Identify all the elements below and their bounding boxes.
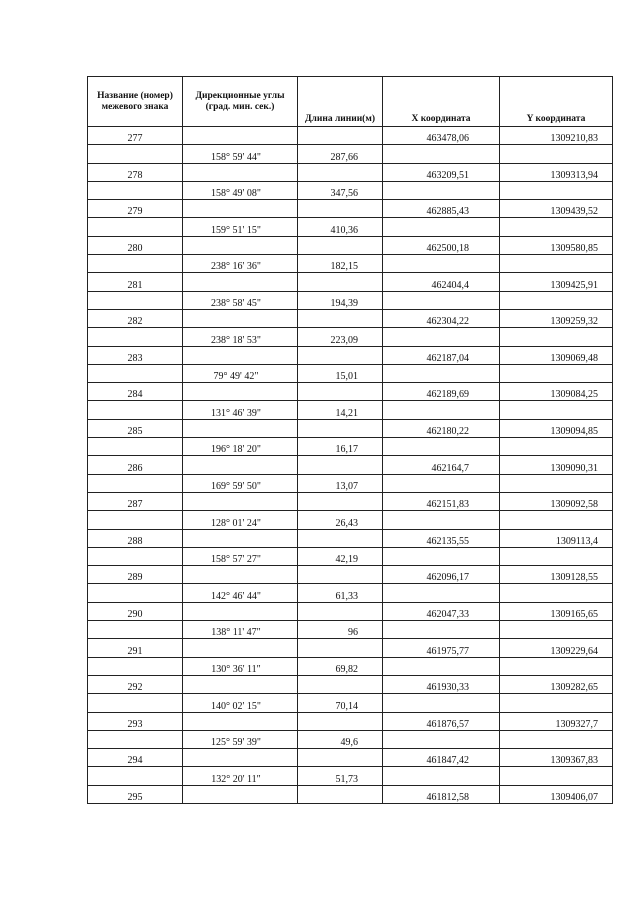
y-cell-empty — [500, 767, 613, 785]
angle-cell-empty — [183, 749, 298, 767]
angle-cell-empty — [183, 309, 298, 327]
point-name: 279 — [88, 200, 183, 218]
y-cell-empty — [500, 401, 613, 419]
table-row — [88, 236, 613, 254]
x-coordinate: 462164,7 — [383, 456, 500, 474]
y-cell-empty — [500, 145, 613, 163]
name-cell-empty — [88, 328, 183, 346]
angle-cell-empty — [183, 419, 298, 437]
y-coordinate: 1309165,65 — [500, 602, 613, 620]
x-cell-empty — [383, 364, 500, 382]
y-coordinate: 1309406,07 — [500, 785, 613, 803]
x-coordinate: 462304,22 — [383, 309, 500, 327]
direction-angle: 142° 46' 44" — [183, 584, 298, 602]
line-length: 15,01 — [298, 364, 383, 382]
direction-angle: 238° 16' 36" — [183, 255, 298, 273]
line-length: 13,07 — [298, 474, 383, 492]
name-cell-empty — [88, 401, 183, 419]
table-row — [88, 181, 613, 199]
point-name: 291 — [88, 639, 183, 657]
name-cell-empty — [88, 364, 183, 382]
direction-angle: 238° 18' 53" — [183, 328, 298, 346]
point-name: 286 — [88, 456, 183, 474]
x-coordinate: 462151,83 — [383, 492, 500, 510]
angle-cell-empty — [183, 456, 298, 474]
name-cell-empty — [88, 547, 183, 565]
x-cell-empty — [383, 438, 500, 456]
y-cell-empty — [500, 181, 613, 199]
direction-angle: 125° 59' 39" — [183, 730, 298, 748]
x-coordinate: 462404,4 — [383, 273, 500, 291]
table-row — [88, 602, 613, 620]
y-cell-empty — [500, 621, 613, 639]
x-coordinate: 463209,51 — [383, 163, 500, 181]
table-row — [88, 309, 613, 327]
name-cell-empty — [88, 438, 183, 456]
coordinates-table — [87, 76, 613, 804]
angle-cell-empty — [183, 529, 298, 547]
name-cell-empty — [88, 255, 183, 273]
x-cell-empty — [383, 255, 500, 273]
direction-angle: 138° 11' 47" — [183, 621, 298, 639]
table-row — [88, 474, 613, 492]
y-coordinate: 1309092,58 — [500, 492, 613, 510]
line-length: 182,15 — [298, 255, 383, 273]
name-cell-empty — [88, 621, 183, 639]
x-coordinate: 462500,18 — [383, 236, 500, 254]
table-row — [88, 584, 613, 602]
line-length: 194,39 — [298, 291, 383, 309]
line-length: 51,73 — [298, 767, 383, 785]
length-cell-empty — [298, 602, 383, 620]
name-cell-empty — [88, 584, 183, 602]
angle-cell-empty — [183, 346, 298, 364]
length-cell-empty — [298, 419, 383, 437]
y-coordinate: 1309128,55 — [500, 566, 613, 584]
y-cell-empty — [500, 584, 613, 602]
table-row — [88, 438, 613, 456]
table-row — [88, 364, 613, 382]
x-cell-empty — [383, 694, 500, 712]
angle-cell-empty — [183, 200, 298, 218]
x-coordinate: 461930,33 — [383, 675, 500, 693]
table-row — [88, 621, 613, 639]
length-cell-empty — [298, 712, 383, 730]
x-cell-empty — [383, 291, 500, 309]
x-cell-empty — [383, 584, 500, 602]
direction-angle: 140° 02' 15" — [183, 694, 298, 712]
length-cell-empty — [298, 309, 383, 327]
direction-angle: 158° 59' 44" — [183, 145, 298, 163]
x-cell-empty — [383, 218, 500, 236]
line-length: 14,21 — [298, 401, 383, 419]
table-row — [88, 749, 613, 767]
y-cell-empty — [500, 730, 613, 748]
angle-cell-empty — [183, 273, 298, 291]
y-coordinate: 1309090,31 — [500, 456, 613, 474]
y-cell-empty — [500, 255, 613, 273]
length-cell-empty — [298, 749, 383, 767]
table-row — [88, 346, 613, 364]
x-coordinate: 461847,42 — [383, 749, 500, 767]
y-coordinate: 1309113,4 — [500, 529, 613, 547]
line-length: 61,33 — [298, 584, 383, 602]
x-coordinate: 462180,22 — [383, 419, 500, 437]
name-cell-empty — [88, 767, 183, 785]
point-name: 289 — [88, 566, 183, 584]
angle-cell-empty — [183, 492, 298, 510]
table-row — [88, 401, 613, 419]
point-name: 293 — [88, 712, 183, 730]
length-cell-empty — [298, 675, 383, 693]
x-cell-empty — [383, 181, 500, 199]
direction-angle: 132° 20' 11" — [183, 767, 298, 785]
point-name: 278 — [88, 163, 183, 181]
y-cell-empty — [500, 511, 613, 529]
line-length: 223,09 — [298, 328, 383, 346]
table-row — [88, 730, 613, 748]
direction-angle: 238° 58' 45" — [183, 291, 298, 309]
y-coordinate: 1309580,85 — [500, 236, 613, 254]
direction-angle: 128° 01' 24" — [183, 511, 298, 529]
line-length: 42,19 — [298, 547, 383, 565]
angle-cell-empty — [183, 602, 298, 620]
table-row — [88, 163, 613, 181]
point-name: 282 — [88, 309, 183, 327]
length-cell-empty — [298, 383, 383, 401]
y-coordinate: 1309229,64 — [500, 639, 613, 657]
line-length: 16,17 — [298, 438, 383, 456]
direction-angle: 158° 57' 27" — [183, 547, 298, 565]
point-name: 281 — [88, 273, 183, 291]
line-length: 287,66 — [298, 145, 383, 163]
x-cell-empty — [383, 657, 500, 675]
table-row — [88, 712, 613, 730]
name-cell-empty — [88, 657, 183, 675]
length-cell-empty — [298, 639, 383, 657]
point-name: 280 — [88, 236, 183, 254]
x-coordinate: 461876,57 — [383, 712, 500, 730]
point-name: 295 — [88, 785, 183, 803]
y-cell-empty — [500, 474, 613, 492]
length-cell-empty — [298, 236, 383, 254]
table-row — [88, 566, 613, 584]
table-row — [88, 639, 613, 657]
table-row — [88, 694, 613, 712]
line-length: 69,82 — [298, 657, 383, 675]
point-name: 287 — [88, 492, 183, 510]
table-row — [88, 383, 613, 401]
length-cell-empty — [298, 127, 383, 145]
y-cell-empty — [500, 218, 613, 236]
table-row — [88, 145, 613, 163]
y-coordinate: 1309069,48 — [500, 346, 613, 364]
header-length: Длина линии(м) — [298, 77, 383, 127]
x-coordinate: 462885,43 — [383, 200, 500, 218]
x-coordinate: 461975,77 — [383, 639, 500, 657]
x-cell-empty — [383, 621, 500, 639]
point-name: 285 — [88, 419, 183, 437]
name-cell-empty — [88, 181, 183, 199]
header-x: X координата — [383, 77, 500, 127]
header-y: Y координата — [500, 77, 613, 127]
y-coordinate: 1309282,65 — [500, 675, 613, 693]
line-length: 96 — [298, 621, 383, 639]
y-coordinate: 1309084,25 — [500, 383, 613, 401]
x-cell-empty — [383, 547, 500, 565]
x-cell-empty — [383, 474, 500, 492]
y-cell-empty — [500, 364, 613, 382]
angle-cell-empty — [183, 639, 298, 657]
line-length: 70,14 — [298, 694, 383, 712]
x-cell-empty — [383, 767, 500, 785]
length-cell-empty — [298, 200, 383, 218]
table-row — [88, 456, 613, 474]
direction-angle: 130° 36' 11" — [183, 657, 298, 675]
point-name: 277 — [88, 127, 183, 145]
angle-cell-empty — [183, 127, 298, 145]
line-length: 410,36 — [298, 218, 383, 236]
angle-cell-empty — [183, 383, 298, 401]
x-cell-empty — [383, 145, 500, 163]
table-row — [88, 291, 613, 309]
length-cell-empty — [298, 273, 383, 291]
point-name: 284 — [88, 383, 183, 401]
name-cell-empty — [88, 730, 183, 748]
table-row — [88, 127, 613, 145]
direction-angle: 158° 49' 08" — [183, 181, 298, 199]
table-row — [88, 492, 613, 510]
header-angle: Дирекционные углы (град. мин. сек.) — [183, 77, 298, 127]
table-row — [88, 657, 613, 675]
point-name: 290 — [88, 602, 183, 620]
name-cell-empty — [88, 474, 183, 492]
length-cell-empty — [298, 346, 383, 364]
y-cell-empty — [500, 547, 613, 565]
x-coordinate: 461812,58 — [383, 785, 500, 803]
x-coordinate: 462096,17 — [383, 566, 500, 584]
table-row — [88, 255, 613, 273]
angle-cell-empty — [183, 566, 298, 584]
angle-cell-empty — [183, 163, 298, 181]
y-coordinate: 1309439,52 — [500, 200, 613, 218]
header-name: Название (номер) межевого знака — [88, 77, 183, 127]
y-cell-empty — [500, 657, 613, 675]
length-cell-empty — [298, 456, 383, 474]
table-row — [88, 675, 613, 693]
direction-angle: 131° 46' 39" — [183, 401, 298, 419]
x-coordinate: 462187,04 — [383, 346, 500, 364]
x-cell-empty — [383, 730, 500, 748]
y-coordinate: 1309210,83 — [500, 127, 613, 145]
line-length: 49,6 — [298, 730, 383, 748]
header-row — [88, 77, 613, 127]
angle-cell-empty — [183, 236, 298, 254]
line-length: 26,43 — [298, 511, 383, 529]
y-coordinate: 1309313,94 — [500, 163, 613, 181]
y-coordinate: 1309259,32 — [500, 309, 613, 327]
table-row — [88, 785, 613, 803]
point-name: 288 — [88, 529, 183, 547]
table-row — [88, 419, 613, 437]
angle-cell-empty — [183, 675, 298, 693]
name-cell-empty — [88, 511, 183, 529]
table-row — [88, 218, 613, 236]
table-row — [88, 547, 613, 565]
direction-angle: 79° 49' 42" — [183, 364, 298, 382]
y-coordinate: 1309425,91 — [500, 273, 613, 291]
x-coordinate: 462047,33 — [383, 602, 500, 620]
y-cell-empty — [500, 694, 613, 712]
point-name: 294 — [88, 749, 183, 767]
table-body — [88, 127, 613, 804]
y-coordinate: 1309327,7 — [500, 712, 613, 730]
table-row — [88, 529, 613, 547]
y-coordinate: 1309094,85 — [500, 419, 613, 437]
y-cell-empty — [500, 438, 613, 456]
x-coordinate: 462135,55 — [383, 529, 500, 547]
y-cell-empty — [500, 291, 613, 309]
x-cell-empty — [383, 328, 500, 346]
direction-angle: 169° 59' 50" — [183, 474, 298, 492]
table-row — [88, 200, 613, 218]
length-cell-empty — [298, 785, 383, 803]
angle-cell-empty — [183, 785, 298, 803]
x-cell-empty — [383, 511, 500, 529]
x-coordinate: 462189,69 — [383, 383, 500, 401]
x-coordinate: 463478,06 — [383, 127, 500, 145]
name-cell-empty — [88, 694, 183, 712]
name-cell-empty — [88, 291, 183, 309]
line-length: 347,56 — [298, 181, 383, 199]
x-cell-empty — [383, 401, 500, 419]
point-name: 292 — [88, 675, 183, 693]
name-cell-empty — [88, 145, 183, 163]
direction-angle: 196° 18' 20" — [183, 438, 298, 456]
table-row — [88, 328, 613, 346]
length-cell-empty — [298, 529, 383, 547]
name-cell-empty — [88, 218, 183, 236]
point-name: 283 — [88, 346, 183, 364]
table-row — [88, 767, 613, 785]
table-row — [88, 511, 613, 529]
length-cell-empty — [298, 163, 383, 181]
direction-angle: 159° 51' 15" — [183, 218, 298, 236]
table-row — [88, 273, 613, 291]
y-coordinate: 1309367,83 — [500, 749, 613, 767]
y-cell-empty — [500, 328, 613, 346]
length-cell-empty — [298, 492, 383, 510]
angle-cell-empty — [183, 712, 298, 730]
length-cell-empty — [298, 566, 383, 584]
